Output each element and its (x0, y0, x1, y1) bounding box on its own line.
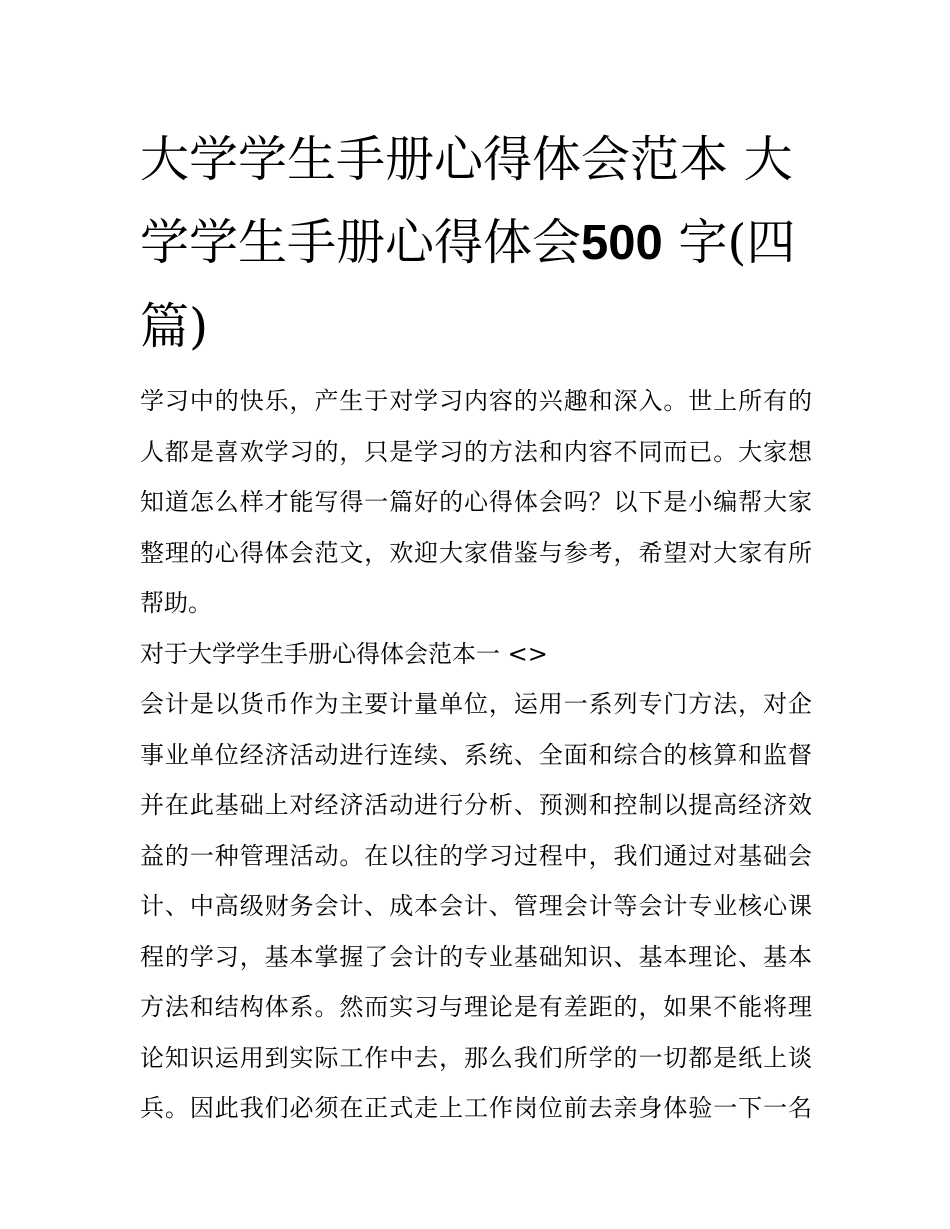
section-line-8: 论知识运用到实际工作中去，那么我们所学的一切都是纸上谈 (140, 1043, 812, 1072)
title-number: 500 (581, 216, 663, 270)
title-line-3: 篇) (140, 298, 209, 355)
title-line-2 (140, 201, 812, 285)
section-line-1: 会计是以货币作为主要计量单位，运用一系列专门方法，对企 (140, 690, 812, 718)
intro-paragraph (140, 376, 812, 629)
section-line-4: 益的一种管理活动。在以往的学习过程中，我们通过对基础会 (140, 841, 812, 870)
document-title (140, 118, 812, 368)
section-line-2: 事业单位经济活动进行连续、系统、全面和综合的核算和监督 (140, 740, 812, 769)
intro-line-1: 学习中的快乐，产生于对学习内容的兴趣和深入。世上所有的 (140, 387, 812, 415)
document-page (140, 118, 812, 1134)
section-line-5: 计、中高级财务会计、成本会计、管理会计等会计专业核心课 (140, 892, 812, 920)
intro-line-5: 帮助。 (140, 589, 212, 617)
title-line-2-suffix: 字(四 (662, 214, 796, 271)
section-heading: 对于大学学生手册心得体会范本一 <> (140, 639, 548, 668)
intro-line-3: 知道怎么样才能写得一篇好的心得体会吗？以下是小编帮大家 (140, 488, 812, 516)
section-heading-block (140, 629, 812, 680)
title-line-1: 大学学生手册心得体会范本 大 (140, 131, 793, 188)
intro-line-4: 整理的心得体会范文，欢迎大家借鉴与参考，希望对大家有所 (140, 538, 812, 567)
intro-line-2: 人都是喜欢学习的，只是学习的方法和内容不同而已。大家想 (140, 437, 812, 466)
title-line-2-text: 学学生手册心得体会 (140, 214, 582, 271)
section-line-7: 方法和结构体系。然而实习与理论是有差距的，如果不能将理 (140, 993, 812, 1021)
section-paragraph (140, 679, 812, 1134)
section-line-6: 程的学习，基本掌握了会计的专业基础知识、基本理论、基本 (140, 942, 812, 971)
section-line-3: 并在此基础上对经济活动进行分析、预测和控制以提高经济效 (140, 791, 812, 819)
section-line-9: 兵。因此我们必须在正式走上工作岗位前去亲身体验一下一名 (140, 1094, 812, 1122)
